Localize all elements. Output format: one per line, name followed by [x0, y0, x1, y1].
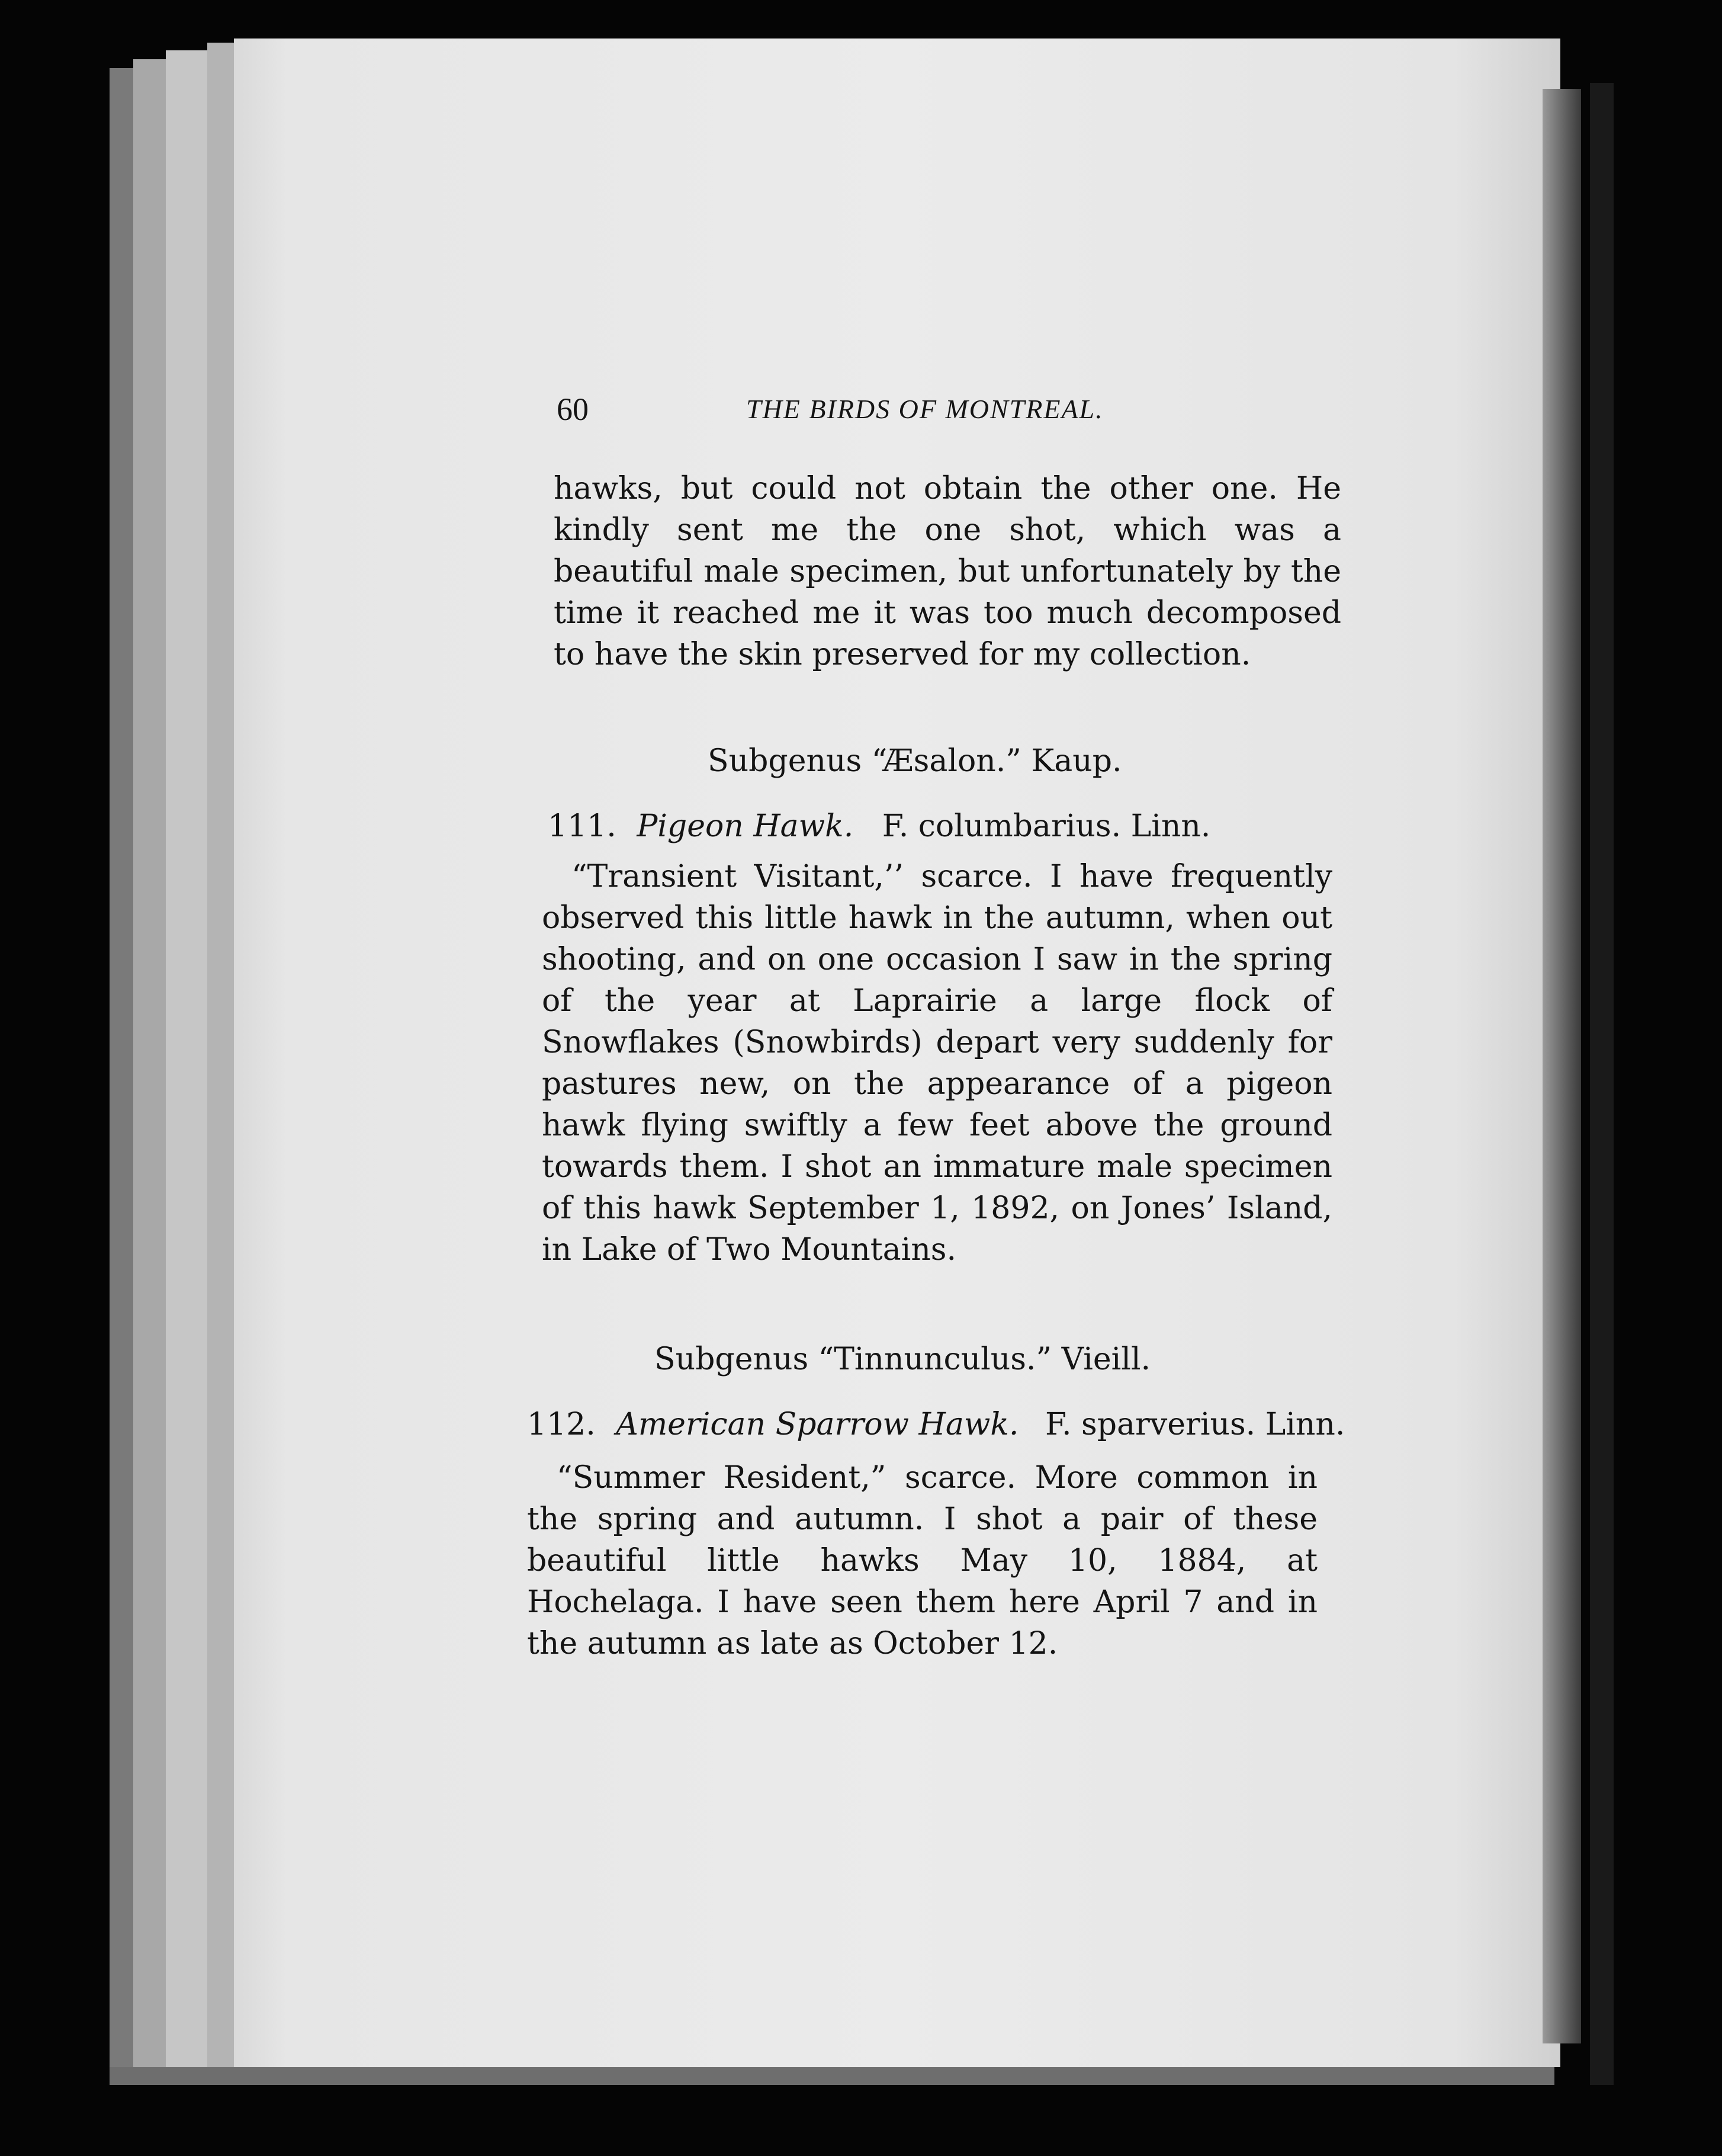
- common-name: Pigeon Hawk.: [637, 808, 854, 844]
- page-edge: [166, 50, 207, 2076]
- latin-name: F. columbarius. Linn.: [882, 808, 1211, 844]
- subgenus-heading: Subgenus “Tinnunculus.” Vieill.: [654, 1342, 1151, 1377]
- facing-page-edge: [1590, 83, 1614, 2085]
- entry-number: 112.: [527, 1407, 596, 1442]
- species-entry-111: [548, 806, 1377, 847]
- latin-name: F. sparverius. Linn.: [1045, 1407, 1345, 1442]
- running-title: THE BIRDS OF MONTREAL.: [746, 394, 1104, 424]
- page-edge: [133, 59, 166, 2073]
- page-edge: [110, 68, 133, 2073]
- paragraph-continuation: hawks, but could not obtain the other one. He kindly sent me the one shot, which was a beautiful male specimen, but unfortunately by the time it reached me it was too much decomposed to have the skin preserved for my collection.: [554, 471, 1341, 672]
- common-name: American Sparrow Hawk.: [616, 1407, 1019, 1442]
- page-number: 60: [557, 392, 589, 427]
- entry-number: 111.: [548, 808, 616, 844]
- page-bottom-edge: [110, 2067, 1554, 2085]
- book-gutter: [1543, 89, 1581, 2043]
- species-entry-112: [527, 1404, 1368, 1445]
- species-description-112: “Summer Resident,” scarce. More common in the spring and autumn. I shot a pair of these beautiful little hawks May 10, 1884, at Hochelaga. I have seen them here April 7 and in the autumn as late as October 12.: [527, 1460, 1318, 1661]
- species-description-111: “Transient Visitant,’’ scarce. I have frequently observed this little hawk in the autumn, when out shooting, and on one occasion I saw in the spring of the year at Laprairie a large flock of Snowflakes (Snowbirds) depart very suddenly for pastures new, on the appearance of a pigeon hawk flying swiftly a few feet above the ground towards them. I shot an immature male specimen of this hawk September 1, 1892, on Jones’ Island, in Lake of Two Mountains.: [542, 859, 1332, 1268]
- subgenus-heading: Subgenus “Æsalon.” Kaup.: [708, 743, 1122, 779]
- page-edge: [207, 43, 234, 2080]
